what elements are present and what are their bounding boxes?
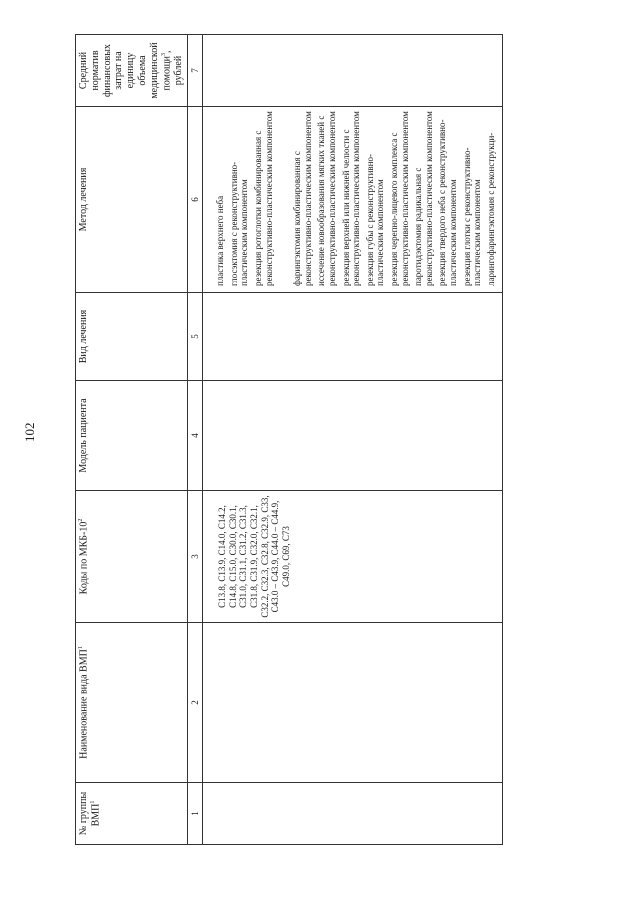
header-icd-codes: Коды по МКБ-$10^2$ — [76, 491, 188, 623]
column-number: 5 — [187, 293, 203, 381]
page-number: 102 — [22, 422, 37, 442]
cell-avg-cost — [203, 35, 502, 107]
column-number: 2 — [187, 623, 203, 783]
method-item: резекция черепно-лицевого комплекса с реконструктивно-пластическим компонентом — [389, 111, 410, 286]
header-treatment-type: Вид лечения — [76, 293, 188, 381]
column-number: 4 — [187, 381, 203, 491]
method-item: иссечение новообразования мягких тканей с реконструктивно-пластическим компонентом — [316, 111, 337, 286]
header-group-no: № группы ВМП$^1$ — [76, 783, 188, 845]
column-number: 3 — [187, 491, 203, 623]
column-number: 7 — [187, 35, 203, 107]
rotated-table-sheet — [75, 35, 595, 845]
header-vmp-name: Наименование вида ВМП$^1$ — [76, 623, 188, 783]
column-number-row — [187, 35, 203, 845]
method-item: резекция твердого неба с реконструктивно-пластическим компонентом — [437, 119, 459, 286]
column-number: 6 — [187, 107, 203, 293]
method-item: резекция ротоглотки комбинированная с реконструктивно-пластическим компонентом — [252, 111, 274, 286]
method-item: резекция губы с реконструктивно-пластическим компонентом — [364, 154, 386, 286]
header-treatment-method: Метод лечения — [76, 107, 188, 293]
cell-vmp-name — [203, 623, 502, 783]
method-item: резекция верхней или нижней челюсти с реконструктивно-пластическим компонентом — [340, 111, 362, 286]
method-item: резекция глотки с реконструктивно-пластическим компонентом — [461, 147, 483, 286]
header-patient-model: Модель пациента — [76, 381, 188, 491]
cell-treatment-methods — [203, 107, 502, 293]
cell-treatment-type — [203, 293, 502, 381]
header-row — [76, 35, 188, 845]
table-row — [203, 35, 502, 845]
method-item: пластика верхнего неба — [215, 195, 226, 286]
method-item: ларингофарингэктомия с реконструкци- — [485, 132, 496, 286]
cell-icd-codes: C13.8, C13.9, C14.0, C14.2, C14.8, C15.0, C30.0, C30.1, C31.0, C31.1, C31.2, C31.3, C31.8, C31.9, C32.0, C32.1, C32.2, C32.3, C32.8, C32.9, C33, C43.0 – C43.9, C44.0 – C44.9, C49.0, C69, C73 — [203, 491, 502, 623]
header-avg-cost: Средний норматив финансовых затрат на единицу объема медицинской помощи$^3$, рублей — [76, 35, 188, 107]
vmp-table — [75, 34, 503, 845]
cell-patient-model — [203, 381, 502, 491]
method-item: глосэктомия с реконструктивно-пластическим компонентом — [228, 161, 250, 286]
method-item: фарингэктомия комбинированная с реконструктивно-пластическим компонентом — [292, 111, 313, 286]
column-number: 1 — [187, 783, 203, 845]
cell-group-no — [203, 783, 502, 845]
method-item: паротидэктомия радикальная с реконструктивно-пластическим компонентом — [413, 111, 434, 286]
